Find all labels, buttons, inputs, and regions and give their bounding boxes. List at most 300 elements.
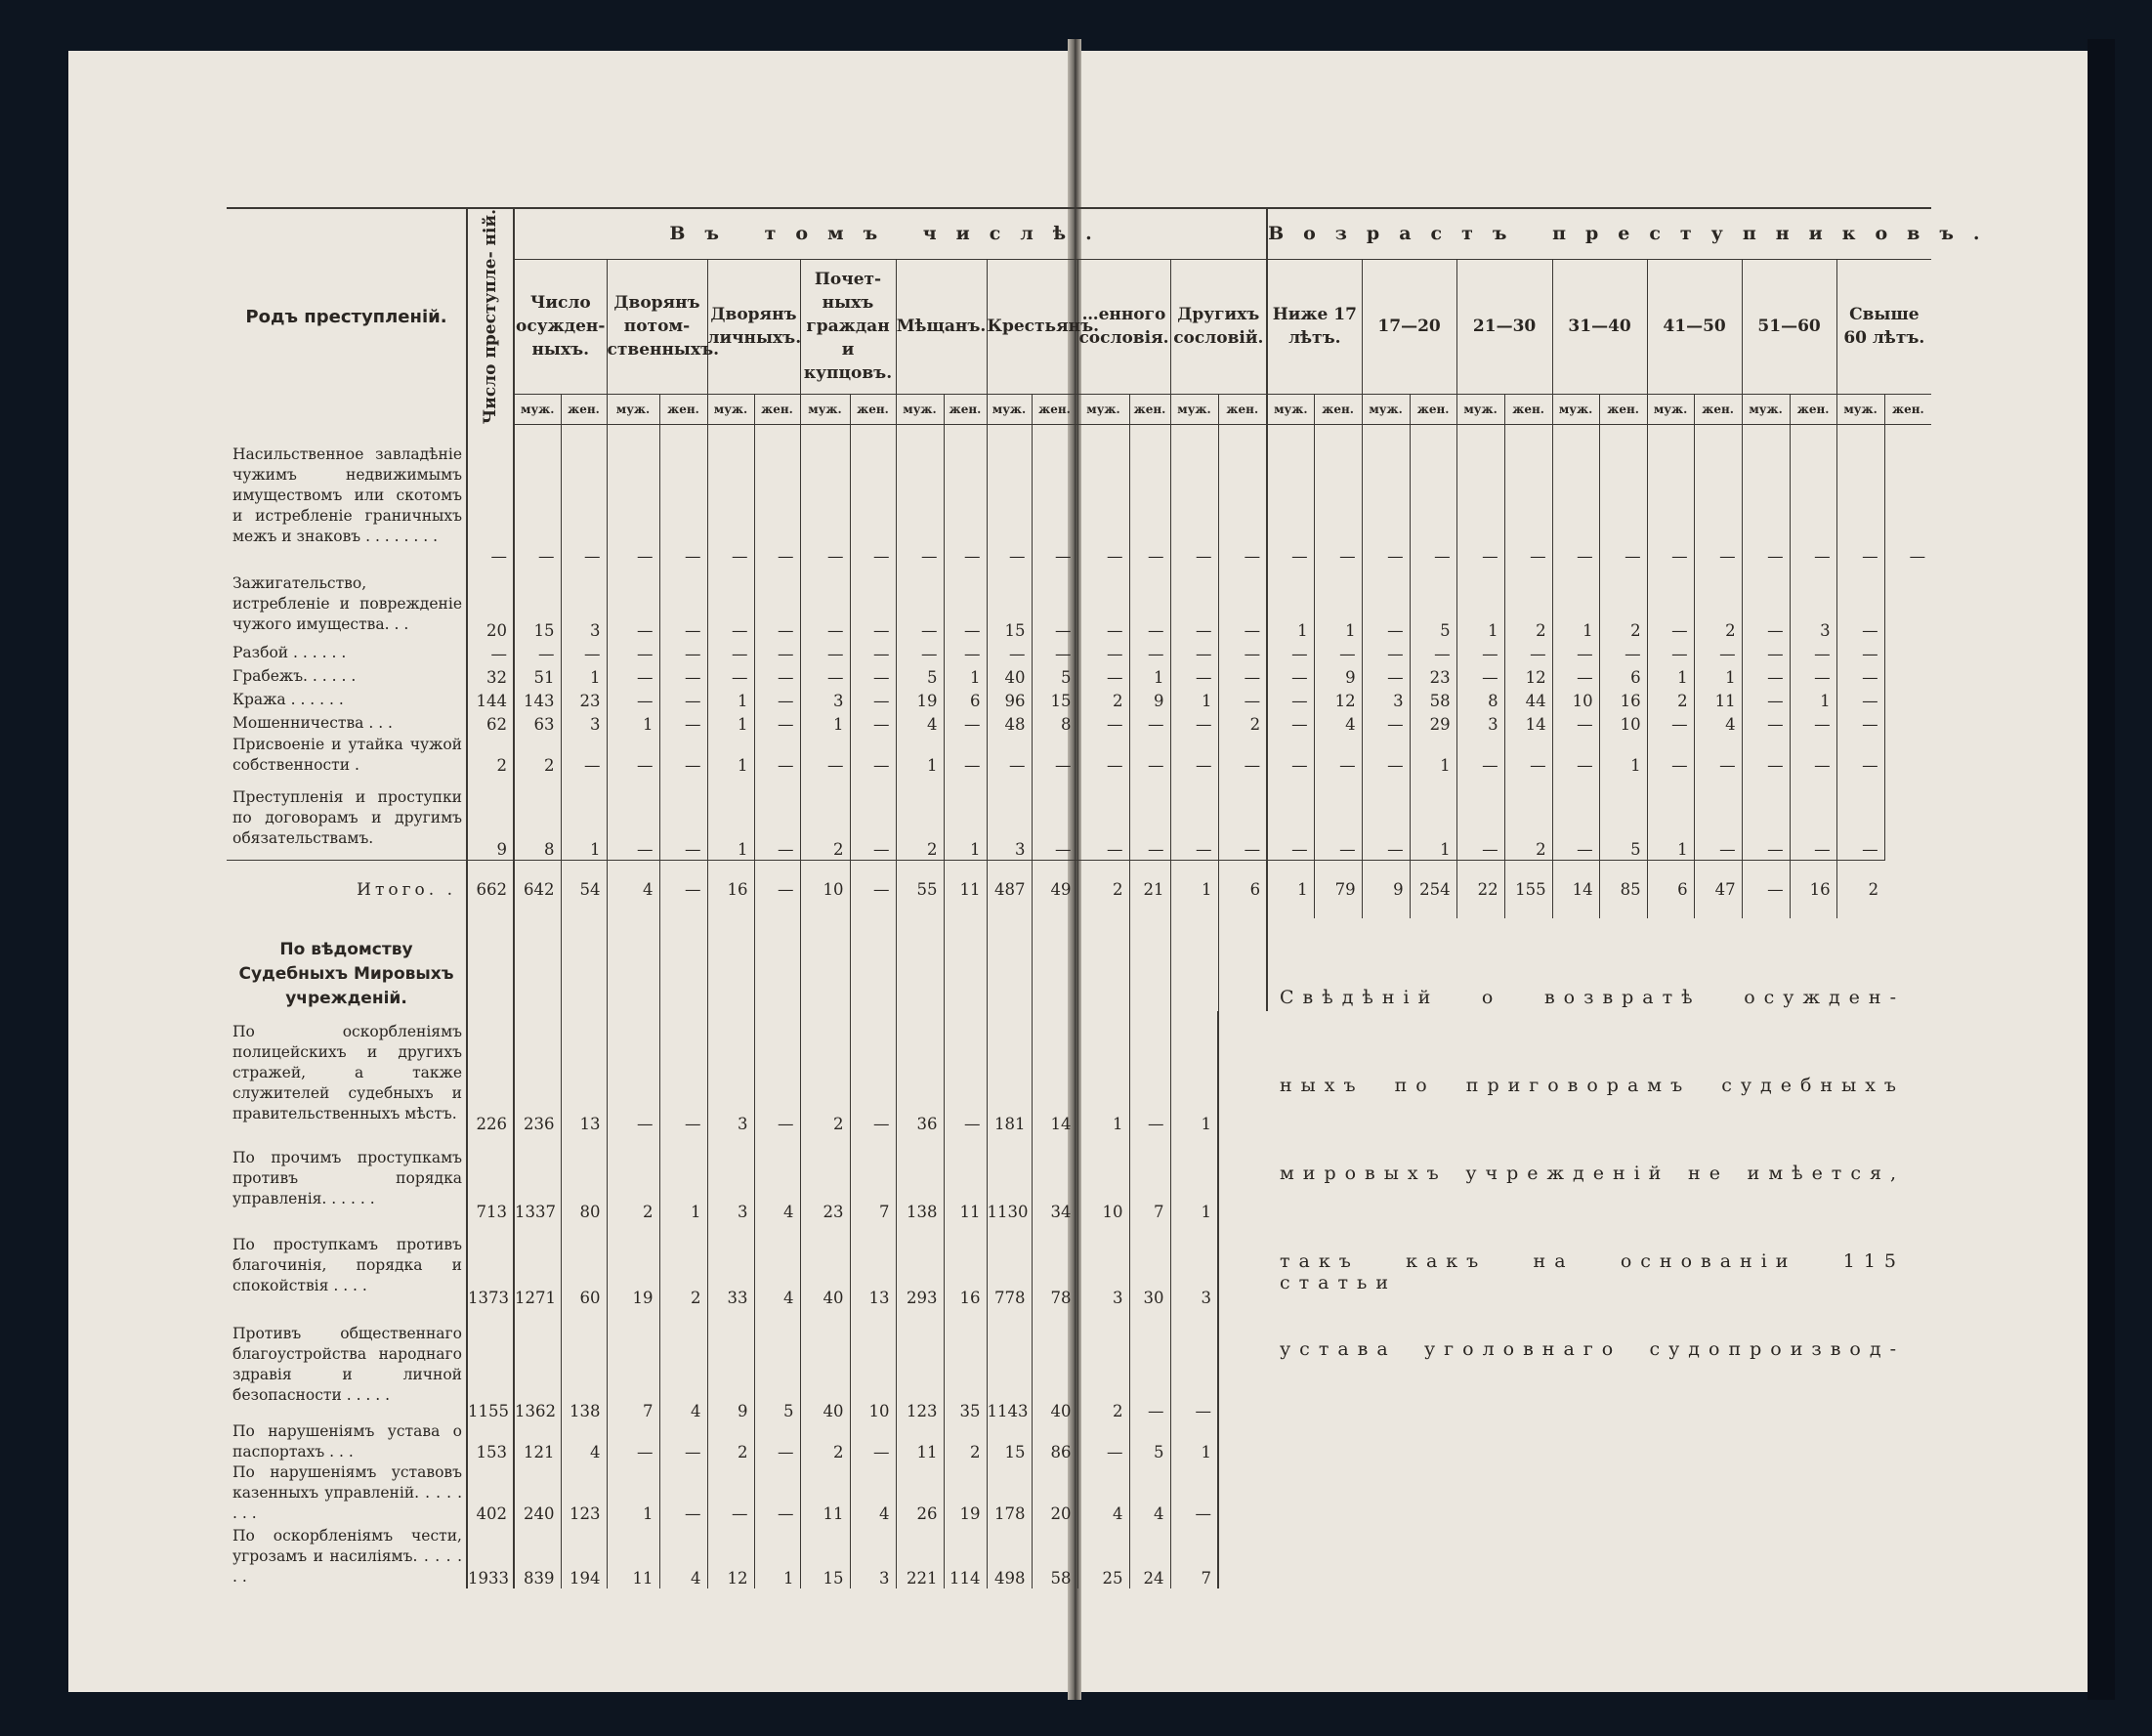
cell: — bbox=[1790, 664, 1836, 688]
row-label: Зажигательство, истребленіе и поврежденіе чужого имущества. . . bbox=[232, 573, 462, 633]
cell: 19 bbox=[896, 688, 944, 711]
cell: — bbox=[944, 711, 987, 735]
cell: — bbox=[1314, 776, 1362, 860]
table-row bbox=[227, 641, 1931, 664]
cell: — bbox=[1077, 567, 1129, 641]
cell: — bbox=[1032, 567, 1077, 641]
sex-f-label: жен. bbox=[1314, 394, 1362, 424]
cell: 7 bbox=[1170, 1524, 1218, 1588]
cell: 3 bbox=[987, 776, 1032, 860]
age-area-empty bbox=[1218, 1524, 1884, 1588]
cell: 34 bbox=[1032, 1134, 1077, 1222]
cell: — bbox=[987, 424, 1032, 567]
cell: — bbox=[754, 1011, 800, 1134]
cell: — bbox=[754, 424, 800, 567]
cell: 33 bbox=[707, 1222, 754, 1308]
cell: 498 bbox=[987, 1524, 1032, 1588]
cell: — bbox=[1077, 1421, 1129, 1462]
cell: 4 bbox=[659, 1524, 707, 1588]
subheader-3: Почет- ныхъ граждан и купцовъ. bbox=[800, 259, 896, 394]
row-label: По нарушеніямъ устава о паспортахъ . . . bbox=[232, 1422, 462, 1461]
note-line: Свѣдѣній о возвратѣ осужден- bbox=[1280, 987, 1905, 1008]
cell: — bbox=[1456, 641, 1504, 664]
cell: — bbox=[1129, 567, 1170, 641]
sex-f-label: жен. bbox=[850, 394, 896, 424]
cell: — bbox=[561, 424, 607, 567]
cell: 15 bbox=[514, 567, 561, 641]
cell: — bbox=[1170, 1308, 1218, 1421]
cell: 4 bbox=[896, 711, 944, 735]
cell-empty bbox=[850, 918, 896, 1011]
cell: — bbox=[850, 735, 896, 776]
cell: 4 bbox=[754, 1134, 800, 1222]
cell: 14 bbox=[1504, 711, 1552, 735]
cell: — bbox=[850, 567, 896, 641]
cell: — bbox=[1362, 641, 1410, 664]
cell: 8 bbox=[1032, 711, 1077, 735]
sex-m-label: муж. bbox=[607, 394, 659, 424]
cell: 1 bbox=[707, 776, 754, 860]
cell: 44 bbox=[1504, 688, 1552, 711]
subheader-2: Дворянъ личныхъ. bbox=[707, 259, 800, 394]
cell: 11 bbox=[607, 1524, 659, 1588]
subheader-12: 41—50 bbox=[1647, 259, 1742, 394]
cell: 1373 bbox=[467, 1222, 514, 1308]
cell: 2 bbox=[1077, 1308, 1129, 1421]
sex-m-label: муж. bbox=[707, 394, 754, 424]
cell: — bbox=[1742, 711, 1790, 735]
cell: — bbox=[659, 1011, 707, 1134]
cell: 1 bbox=[1599, 735, 1647, 776]
section-title: По вѣдомству Судебныхъ Мировыхъ учрежденій. bbox=[238, 940, 454, 1009]
cell: — bbox=[1456, 424, 1504, 567]
cell: — bbox=[1362, 424, 1410, 567]
cell: — bbox=[987, 735, 1032, 776]
cell: 1155 bbox=[467, 1308, 514, 1421]
cell: — bbox=[514, 641, 561, 664]
cell: — bbox=[1694, 776, 1742, 860]
cell: 14 bbox=[1032, 1011, 1077, 1134]
cell: — bbox=[1836, 567, 1884, 641]
cell-empty bbox=[607, 918, 659, 1011]
sex-m-label: муж. bbox=[1552, 394, 1599, 424]
total-cell: 6 bbox=[1218, 860, 1267, 918]
sex-f-label: жен. bbox=[1032, 394, 1077, 424]
cell: — bbox=[607, 641, 659, 664]
cell-empty bbox=[1077, 918, 1129, 1011]
table-row bbox=[227, 688, 1931, 711]
sex-m-label: муж. bbox=[1456, 394, 1504, 424]
cell: 1 bbox=[1170, 1011, 1218, 1134]
total-cell: — bbox=[850, 860, 896, 918]
cell: 4 bbox=[1129, 1462, 1170, 1524]
cell: — bbox=[850, 776, 896, 860]
cell: — bbox=[561, 735, 607, 776]
cell: 1 bbox=[1647, 664, 1694, 688]
cell: — bbox=[607, 688, 659, 711]
total-row bbox=[227, 860, 1931, 918]
cell: — bbox=[1129, 641, 1170, 664]
total-cell: 1 bbox=[1170, 860, 1218, 918]
cell-empty bbox=[800, 918, 850, 1011]
cell: 48 bbox=[987, 711, 1032, 735]
cell: — bbox=[1790, 641, 1836, 664]
note-line: устава уголовнаго судопроизвод- bbox=[1280, 1338, 1905, 1360]
cell: 5 bbox=[1410, 567, 1456, 641]
cell: — bbox=[1552, 664, 1599, 688]
cell: — bbox=[1836, 641, 1884, 664]
cell: — bbox=[1218, 776, 1267, 860]
cell: 19 bbox=[944, 1462, 987, 1524]
cell: — bbox=[1129, 711, 1170, 735]
cell: 16 bbox=[944, 1222, 987, 1308]
cell: — bbox=[850, 688, 896, 711]
cell: — bbox=[850, 711, 896, 735]
crime-count: — bbox=[467, 424, 514, 567]
sex-m-label: муж. bbox=[1267, 394, 1314, 424]
cell: 1 bbox=[1267, 567, 1314, 641]
cell: — bbox=[850, 641, 896, 664]
cell: — bbox=[1362, 664, 1410, 688]
cell: 78 bbox=[1032, 1222, 1077, 1308]
cell: — bbox=[1267, 424, 1314, 567]
cell: — bbox=[800, 641, 850, 664]
cell-empty bbox=[1884, 567, 1931, 641]
cell: 1 bbox=[1410, 735, 1456, 776]
cell: — bbox=[1129, 424, 1170, 567]
cell-empty bbox=[1884, 664, 1931, 688]
count-header bbox=[467, 208, 514, 424]
cell: — bbox=[1077, 735, 1129, 776]
cell: — bbox=[1077, 424, 1129, 567]
cell: 13 bbox=[561, 1011, 607, 1134]
age-area-empty bbox=[1218, 1421, 1884, 1462]
subheader-7: Другихъ сословій. bbox=[1170, 259, 1267, 394]
cell: 4 bbox=[1694, 711, 1742, 735]
cell: — bbox=[1170, 1462, 1218, 1524]
cell-empty bbox=[1218, 918, 1267, 1011]
total-cell: 10 bbox=[800, 860, 850, 918]
cell: — bbox=[1647, 567, 1694, 641]
cell: 1 bbox=[1129, 664, 1170, 688]
sex-m-label: муж. bbox=[1362, 394, 1410, 424]
cell: 11 bbox=[1694, 688, 1742, 711]
cell: — bbox=[1742, 776, 1790, 860]
cell-empty bbox=[1129, 918, 1170, 1011]
cell: — bbox=[607, 735, 659, 776]
cell: — bbox=[1314, 641, 1362, 664]
crime-count: 32 bbox=[467, 664, 514, 688]
cell: 40 bbox=[987, 664, 1032, 688]
cell: 3 bbox=[707, 1134, 754, 1222]
total-label: Итого. . bbox=[227, 860, 467, 918]
cell: 2 bbox=[659, 1222, 707, 1308]
cell: — bbox=[1552, 776, 1599, 860]
cell: 1143 bbox=[987, 1308, 1032, 1421]
sex-m-label: муж. bbox=[1836, 394, 1884, 424]
cell: 4 bbox=[561, 1421, 607, 1462]
cell: 29 bbox=[1410, 711, 1456, 735]
cell: — bbox=[1599, 641, 1647, 664]
cell: 36 bbox=[896, 1011, 944, 1134]
cell: 2 bbox=[800, 1421, 850, 1462]
cell: 1 bbox=[754, 1524, 800, 1588]
row-label: Противъ общественнаго благоустройства народнаго здравія и личной безопасности . . . . . bbox=[232, 1325, 462, 1405]
cell: — bbox=[754, 1421, 800, 1462]
cell-empty bbox=[1884, 641, 1931, 664]
cell: 51 bbox=[514, 664, 561, 688]
sex-f-label: жен. bbox=[659, 394, 707, 424]
cell: 4 bbox=[1314, 711, 1362, 735]
cell: 10 bbox=[1599, 711, 1647, 735]
cell: — bbox=[944, 735, 987, 776]
cell: 3 bbox=[1170, 1222, 1218, 1308]
cell: — bbox=[1742, 567, 1790, 641]
cell: 10 bbox=[1552, 688, 1599, 711]
cell: — bbox=[1362, 567, 1410, 641]
cell: — bbox=[1032, 424, 1077, 567]
cell: 6 bbox=[1599, 664, 1647, 688]
total-cell: 47 bbox=[1694, 860, 1742, 918]
cell: 23 bbox=[1410, 664, 1456, 688]
cell: 1 bbox=[1314, 567, 1362, 641]
total-cell: 254 bbox=[1410, 860, 1456, 918]
cell: 7 bbox=[850, 1134, 896, 1222]
cell: 1 bbox=[1410, 776, 1456, 860]
cell: 15 bbox=[800, 1524, 850, 1588]
cell: — bbox=[1129, 1308, 1170, 1421]
cell: 80 bbox=[561, 1134, 607, 1222]
total-cell: 14 bbox=[1552, 860, 1599, 918]
cell: 839 bbox=[514, 1524, 561, 1588]
table-row bbox=[227, 1462, 1931, 1524]
cell: — bbox=[896, 641, 944, 664]
cell: — bbox=[944, 641, 987, 664]
cell: — bbox=[754, 641, 800, 664]
row-label: По прочимъ проступкамъ противъ порядка управленія. . . . . . bbox=[232, 1148, 462, 1207]
cell: 15 bbox=[987, 567, 1032, 641]
cell: — bbox=[1170, 776, 1218, 860]
group-header-age: Возрастъ преступниковъ. bbox=[1267, 208, 1931, 259]
row-label: Разбой . . . . . . bbox=[232, 643, 347, 661]
cell: — bbox=[1836, 424, 1884, 567]
cell: 40 bbox=[800, 1222, 850, 1308]
cell: 2 bbox=[1694, 567, 1742, 641]
cell: — bbox=[1218, 688, 1267, 711]
table-row bbox=[227, 567, 1931, 641]
cell-empty bbox=[707, 918, 754, 1011]
subheader-0: Число осужден- ныхъ. bbox=[514, 259, 607, 394]
cell: 123 bbox=[896, 1308, 944, 1421]
cell: — bbox=[1647, 735, 1694, 776]
cell: — bbox=[754, 711, 800, 735]
total-cell: 22 bbox=[1456, 860, 1504, 918]
total-cell: 54 bbox=[561, 860, 607, 918]
cell: — bbox=[659, 776, 707, 860]
cell: 11 bbox=[896, 1421, 944, 1462]
cell: — bbox=[1267, 711, 1314, 735]
cell: 63 bbox=[514, 711, 561, 735]
cell: — bbox=[800, 735, 850, 776]
cell: 10 bbox=[850, 1308, 896, 1421]
cell: — bbox=[1790, 424, 1836, 567]
cell: 1130 bbox=[987, 1134, 1032, 1222]
cell: 1 bbox=[944, 776, 987, 860]
cell: — bbox=[659, 424, 707, 567]
cell: — bbox=[1410, 424, 1456, 567]
crime-count: 9 bbox=[467, 776, 514, 860]
cell: 4 bbox=[850, 1462, 896, 1524]
cell: — bbox=[659, 664, 707, 688]
cell: 2 bbox=[896, 776, 944, 860]
row-label: По оскорбленіямъ чести, угрозамъ и насиліямъ. . . . . . . bbox=[232, 1526, 462, 1586]
total-cell: — bbox=[659, 860, 707, 918]
cell: 4 bbox=[1077, 1462, 1129, 1524]
cell: — bbox=[1456, 735, 1504, 776]
cell: — bbox=[1314, 735, 1362, 776]
cell: — bbox=[1218, 424, 1267, 567]
sex-f-label: жен. bbox=[944, 394, 987, 424]
total-cell: 79 bbox=[1314, 860, 1362, 918]
cell: — bbox=[1077, 776, 1129, 860]
cell: — bbox=[754, 1462, 800, 1524]
row-label: Насильственное завладѣніе чужимъ недвижимымъ имуществомъ или скотомъ и истребленіе граничныхъ межъ и знаковъ . . . . . . . . bbox=[232, 445, 462, 545]
cell: — bbox=[800, 567, 850, 641]
cell: 5 bbox=[896, 664, 944, 688]
total-cell: 21 bbox=[1129, 860, 1170, 918]
cell: 236 bbox=[514, 1011, 561, 1134]
subheader-5: Крестьянъ. bbox=[987, 259, 1077, 394]
cell: — bbox=[1504, 424, 1552, 567]
cell: — bbox=[1032, 735, 1077, 776]
cell: 4 bbox=[754, 1222, 800, 1308]
cell: — bbox=[1599, 424, 1647, 567]
cell: — bbox=[1552, 641, 1599, 664]
cell: 7 bbox=[607, 1308, 659, 1421]
cell: — bbox=[1742, 735, 1790, 776]
total-cell: — bbox=[754, 860, 800, 918]
cell: — bbox=[561, 641, 607, 664]
cell: 15 bbox=[1032, 688, 1077, 711]
cell: — bbox=[607, 424, 659, 567]
cell: — bbox=[1742, 688, 1790, 711]
cell: 11 bbox=[800, 1462, 850, 1524]
table-row bbox=[227, 1421, 1931, 1462]
cell: 2 bbox=[800, 776, 850, 860]
cell: — bbox=[1456, 664, 1504, 688]
cell: 293 bbox=[896, 1222, 944, 1308]
row-label: Мошенничества . . . bbox=[232, 713, 393, 732]
cell: — bbox=[1077, 641, 1129, 664]
cell: 13 bbox=[850, 1222, 896, 1308]
note-line: мировыхъ учрежденій не имѣется, bbox=[1280, 1163, 1905, 1184]
cell: 12 bbox=[707, 1524, 754, 1588]
cell: — bbox=[1267, 735, 1314, 776]
cell: — bbox=[1790, 735, 1836, 776]
total-cell: 662 bbox=[467, 860, 514, 918]
subheader-13: 51—60 bbox=[1742, 259, 1836, 394]
cell: 2 bbox=[800, 1011, 850, 1134]
cell: 2 bbox=[1504, 567, 1552, 641]
cell: 1 bbox=[1790, 688, 1836, 711]
total-cell: 85 bbox=[1599, 860, 1647, 918]
cell: 3 bbox=[1790, 567, 1836, 641]
sex-f-label: жен. bbox=[1790, 394, 1836, 424]
cell: — bbox=[944, 567, 987, 641]
cell: 153 bbox=[467, 1421, 514, 1462]
sex-f-label: жен. bbox=[1504, 394, 1552, 424]
cell: — bbox=[1362, 776, 1410, 860]
cell: — bbox=[1170, 424, 1218, 567]
sex-m-label: муж. bbox=[896, 394, 944, 424]
table-row bbox=[227, 735, 1931, 776]
cell-empty bbox=[1884, 776, 1931, 860]
cell: 5 bbox=[1032, 664, 1077, 688]
cell: 15 bbox=[987, 1421, 1032, 1462]
row-label: Кража . . . . . . bbox=[232, 690, 344, 708]
cell: 1 bbox=[1170, 688, 1218, 711]
cell: 19 bbox=[607, 1222, 659, 1308]
cell: — bbox=[1694, 641, 1742, 664]
cell: 9 bbox=[707, 1308, 754, 1421]
cell: — bbox=[707, 1462, 754, 1524]
note-line: такъ какъ на основаніи 115 статьи bbox=[1280, 1250, 1905, 1293]
cell: — bbox=[1742, 641, 1790, 664]
cell: 1 bbox=[707, 688, 754, 711]
cell: — bbox=[1836, 664, 1884, 688]
cell: 1 bbox=[1170, 1134, 1218, 1222]
total-cell: 642 bbox=[514, 860, 561, 918]
cell: 1 bbox=[800, 711, 850, 735]
cell-empty bbox=[467, 918, 514, 1011]
cell-empty bbox=[1884, 711, 1931, 735]
sex-f-label: жен. bbox=[561, 394, 607, 424]
crime-count: 62 bbox=[467, 711, 514, 735]
cell-empty bbox=[514, 918, 561, 1011]
cell: 1 bbox=[1552, 567, 1599, 641]
group-header-including: Въ томъ числѣ. bbox=[514, 208, 1267, 259]
cell: — bbox=[1077, 711, 1129, 735]
cell: — bbox=[1552, 735, 1599, 776]
cell: 1 bbox=[607, 711, 659, 735]
cell: 5 bbox=[754, 1308, 800, 1421]
cell: — bbox=[1077, 664, 1129, 688]
cell-empty bbox=[896, 918, 944, 1011]
cell: 713 bbox=[467, 1134, 514, 1222]
cell: — bbox=[659, 567, 707, 641]
cell: — bbox=[1267, 664, 1314, 688]
cell: 1 bbox=[1694, 664, 1742, 688]
cell: 16 bbox=[1599, 688, 1647, 711]
cell: — bbox=[1647, 424, 1694, 567]
note-line: ныхъ по приговорамъ судебныхъ bbox=[1280, 1075, 1905, 1096]
scanner-edge bbox=[2088, 39, 2115, 1700]
cell: — bbox=[659, 641, 707, 664]
sex-f-label: жен. bbox=[1599, 394, 1647, 424]
cell: 1 bbox=[561, 664, 607, 688]
cell: 1 bbox=[1077, 1011, 1129, 1134]
cell: — bbox=[707, 424, 754, 567]
sex-f-label: жен. bbox=[1410, 394, 1456, 424]
cell: — bbox=[1552, 711, 1599, 735]
total-cell: 49 bbox=[1032, 860, 1077, 918]
subheader-9: 17—20 bbox=[1362, 259, 1456, 394]
cell: 3 bbox=[850, 1524, 896, 1588]
cell: — bbox=[754, 735, 800, 776]
sex-m-label: муж. bbox=[1077, 394, 1129, 424]
subheader-10: 21—30 bbox=[1456, 259, 1552, 394]
total-cell: 9 bbox=[1362, 860, 1410, 918]
